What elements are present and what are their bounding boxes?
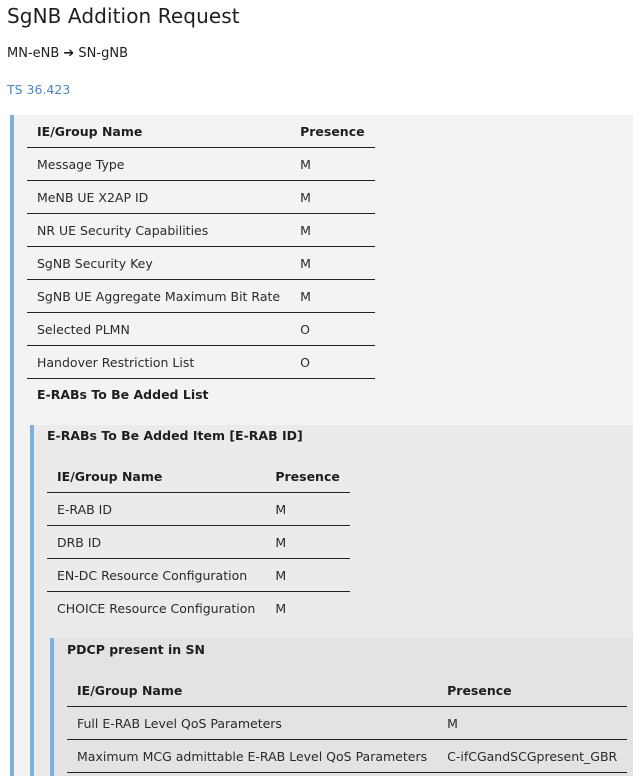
ie-presence: M xyxy=(265,526,350,559)
message-ie-table xyxy=(27,115,375,379)
table-row xyxy=(47,493,350,526)
ie-presence: C-ifCGandSCGpresent_GBR xyxy=(437,740,627,773)
ie-presence: M xyxy=(265,493,350,526)
ie-presence: O xyxy=(290,313,375,346)
column-header-presence: Presence xyxy=(265,460,350,493)
ie-name: DRB ID xyxy=(47,526,265,559)
ie-name: Full E-RAB Level QoS Parameters xyxy=(67,707,437,740)
ie-presence: O xyxy=(290,346,375,379)
erab-item-heading: E-RABs To Be Added Item [E-RAB ID] xyxy=(47,428,303,443)
table-row xyxy=(27,346,375,379)
ie-name: Handover Restriction List xyxy=(27,346,290,379)
ie-presence: M xyxy=(290,181,375,214)
table-row xyxy=(27,280,375,313)
page-title: SgNB Addition Request xyxy=(7,4,240,28)
ie-presence: M xyxy=(437,707,627,740)
ie-name: E-RAB ID xyxy=(47,493,265,526)
table-row xyxy=(27,247,375,280)
table-row xyxy=(47,592,350,625)
table-row xyxy=(47,559,350,592)
message-direction: MN-eNB ➔ SN-gNB xyxy=(7,46,128,61)
ie-name: Message Type xyxy=(27,148,290,181)
column-header-presence: Presence xyxy=(290,115,375,148)
ie-name: EN-DC Resource Configuration xyxy=(47,559,265,592)
ie-name: SgNB Security Key xyxy=(27,247,290,280)
column-header-name: IE/Group Name xyxy=(47,460,265,493)
column-header-name: IE/Group Name xyxy=(27,115,290,148)
ie-name: NR UE Security Capabilities xyxy=(27,214,290,247)
pdcp-ie-table xyxy=(67,674,627,773)
ie-presence: M xyxy=(290,280,375,313)
column-header-name: IE/Group Name xyxy=(67,674,437,707)
erab-item-ie-table xyxy=(47,460,350,624)
table-row xyxy=(27,313,375,346)
ie-name: Maximum MCG admittable E-RAB Level QoS Parameters xyxy=(67,740,437,773)
table-header-row xyxy=(27,115,375,148)
ie-name: CHOICE Resource Configuration xyxy=(57,600,256,616)
ie-name: Selected PLMN xyxy=(27,313,290,346)
table-row xyxy=(47,526,350,559)
ie-presence: M xyxy=(290,247,375,280)
table-row xyxy=(67,707,627,740)
table-row xyxy=(27,181,375,214)
erabs-list-heading: E-RABs To Be Added List xyxy=(37,387,209,402)
table-header-row xyxy=(67,674,627,707)
pdcp-choice-heading: PDCP present in SN xyxy=(67,642,205,657)
ie-presence: M xyxy=(290,214,375,247)
ie-presence: M xyxy=(290,148,375,181)
table-row xyxy=(67,740,627,773)
column-header-presence: Presence xyxy=(437,674,627,707)
ie-presence: M xyxy=(265,559,350,592)
ie-presence: M xyxy=(275,600,287,616)
table-header-row xyxy=(47,460,350,493)
ie-name: SgNB UE Aggregate Maximum Bit Rate xyxy=(27,280,290,313)
table-row xyxy=(27,214,375,247)
ie-name: MeNB UE X2AP ID xyxy=(27,181,290,214)
table-row xyxy=(27,148,375,181)
spec-reference-link[interactable]: TS 36.423 xyxy=(7,82,71,97)
